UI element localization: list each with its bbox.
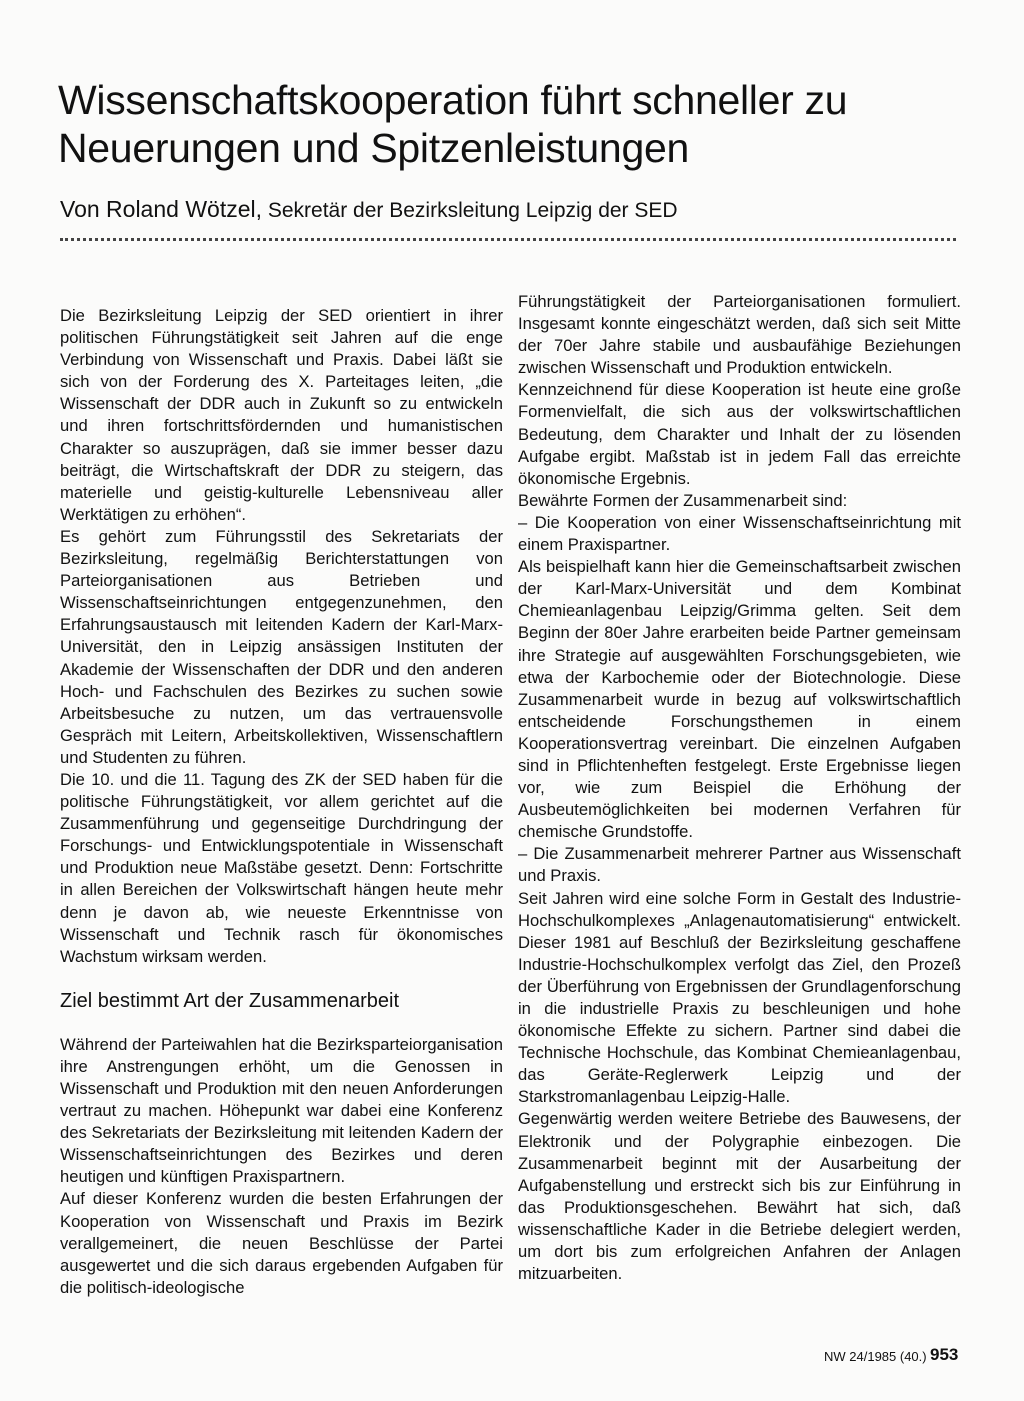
list-item: – Die Kooperation von einer Wissenschaftseinrichtung mit einem Praxispartner. — [518, 512, 961, 555]
paragraph: Seit Jahren wird eine solche Form in Gestalt des Industrie-Hochschulkomplexes „Anlagenautomatisierung“ entwickelt. Dieser 1981 auf Beschluß der Bezirksleitung geschaffene Industrie-Hochschulkomplex verfolgt das Ziel, den Prozeß der Überführung von Ergebnissen der Grundlagenforschung in die industrielle Praxis zu beschleunigen und hohe ökonomische Effekte zu sichern. Partner sind dabei die Technische Hochschule, das Kombinat Chemieanlagenbau, das Geräte-Reglerwerk Leipzig und der Starkstromanlagenbau Leipzig-Halle. — [518, 888, 961, 1107]
right-column — [518, 291, 961, 1285]
paragraph: Die 10. und die 11. Tagung des ZK der SED haben für die politische Führungstätigkeit, vor allem gerichtet auf die Zusammenführung und gegenseitige Durchdringung der Forschungs- und Entwicklungspotentiale in Wissenschaft und Produktion neue Maßstäbe gesetzt. Denn: Fortschritte in allen Bereichen der Volkswirtschaft hängen heute mehr denn je davon ab, wie neueste Erkenntnisse von Wissenschaft und Technik rasch für ökonomisches Wachstum wirksam werden. — [60, 769, 503, 966]
byline-role: Sekretär der Bezirksleitung Leipzig der SED — [267, 199, 678, 222]
paragraph: Gegenwärtig werden weitere Betriebe des Bauwesens, der Elektronik und der Polygraphie einbezogen. Die Zusammenarbeit beginnt mit der Ausarbeitung der Aufgabenstellung und erstreckt sich bis zur Einführung in das Produktionsgeschehen. Bewährt hat sich, daß wissenschaftliche Kader in die Betriebe delegiert werden, um dort bis zum erfolgreichen Anfahren der Anlagen mitzuarbeiten. — [518, 1109, 961, 1284]
paragraph: Es gehört zum Führungsstil des Sekretariats der Bezirksleitung, regelmäßig Berichterstattungen von Parteiorganisationen aus Betrieben und Wissenschaftseinrichtungen entgegenzunehmen, den Erfahrungsaustausch mit leitenden Kadern der Karl-Marx-Universität, den in Leipzig ansässigen Instituten der Akademie der Wissenschaften der DDR und den anderen Hoch- und Fachschulen des Bezirkes zu suchen sowie Arbeitsbesuche zu nutzen, um das vertrauensvolle Gespräch mit Leitern, Arbeitskollektiven, Wissenschaftlern und Studenten zu führen. — [60, 526, 503, 767]
page-number: 953 — [930, 1345, 959, 1364]
paragraph: Auf dieser Konferenz wurden die besten Erfahrungen der Kooperation von Wissenschaft und Praxis im Bezirk verallgemeinert, die neuen Beschlüsse der Partei ausgewertet und die sich daraus ergebenden Aufgaben für die politisch-ideologische — [60, 1189, 503, 1297]
byline — [60, 196, 678, 223]
issue-reference: NW 24/1985 (40.) — [824, 1349, 927, 1364]
list-item: – Die Zusammenarbeit mehrerer Partner aus Wissenschaft und Praxis. — [518, 844, 961, 886]
paragraph: Als beispielhaft kann hier die Gemeinschaftsarbeit zwischen der Karl-Marx-Universität und dem Kombinat Chemieanlagenbau Leipzig/Grimma gelten. Seit dem Beginn der 80er Jahre erarbeiten beide Partner gemeinsam ihre Strategie auf ausgewählten Forschungsgebieten, wie etwa der Karbochemie oder der Biotechnologie. Diese Zusammenarbeit wurde in bezug auf volkswirtschaftlich entscheidende Forschungsthemen in einem Kooperationsvertrag vereinbart. Die einzelnen Aufgaben sind in Pflichtenheften festgelegt. Erste Ergebnisse liegen vor, wie zum Beispiel die Erhöhung der Ausbeutemöglichkeiten bei modernen Verfahren für chemische Grundstoffe. — [518, 557, 961, 842]
paragraph: Während der Parteiwahlen hat die Bezirksparteiorganisation ihre Anstrengungen erhöht, um die Genossen in Wissenschaft und Produktion mit den neuen Anforderungen vertraut zu machen. Höhepunkt war dabei eine Konferenz des Sekretariats der Bezirksleitung mit leitenden Kadern der Wissenschaftseinrichtungen des Bezirkes und deren heutigen und künftigen Praxispartnern. — [60, 1034, 503, 1187]
title-divider — [60, 238, 956, 241]
section-heading: Ziel bestimmt Art der Zusammenarbeit — [60, 989, 399, 1012]
paragraph: Führungstätigkeit der Parteiorganisationen formuliert. Insgesamt konnte eingeschätzt werden, daß sich seit Mitte der 70er Jahre stabile und ausbaufähige Beziehungen zwischen Wissenschaft und Produktion entwickeln. — [518, 292, 961, 378]
byline-author: Von Roland Wötzel, — [60, 196, 263, 222]
article-title: Wissenschaftskooperation führt schneller zu Neuerungen und Spitzenleistungen — [58, 77, 848, 171]
left-column — [60, 305, 503, 1299]
paragraph: Die Bezirksleitung Leipzig der SED orientiert in ihrer politischen Führungstätigkeit seit Jahren auf die enge Verbindung von Wissenschaft und Praxis. Dabei läßt sie sich von der Forderung des X. Parteitages leiten, „die Wissenschaft der DDR auch in Zukunft so zu entwickeln und ihren fortschrittsfördernden und humanistischen Charakter so auszuprägen, daß sie immer besser dazu beiträgt, die Wirtschaftskraft der DDR zu steigern, das materielle und geistig-kulturelle Lebensniveau aller Werktätigen zu erhöhen“. — [60, 306, 503, 524]
paragraph: Bewährte Formen der Zusammenarbeit sind: — [518, 490, 848, 510]
paragraph: Kennzeichnend für diese Kooperation ist heute eine große Formenvielfalt, die sich aus der volkswirtschaftlichen Bedeutung, dem Charakter und Inhalt der zu lösenden Aufgabe ergibt. Maßstab ist in jedem Fall das erreichte ökonomische Ergebnis. — [518, 380, 961, 488]
